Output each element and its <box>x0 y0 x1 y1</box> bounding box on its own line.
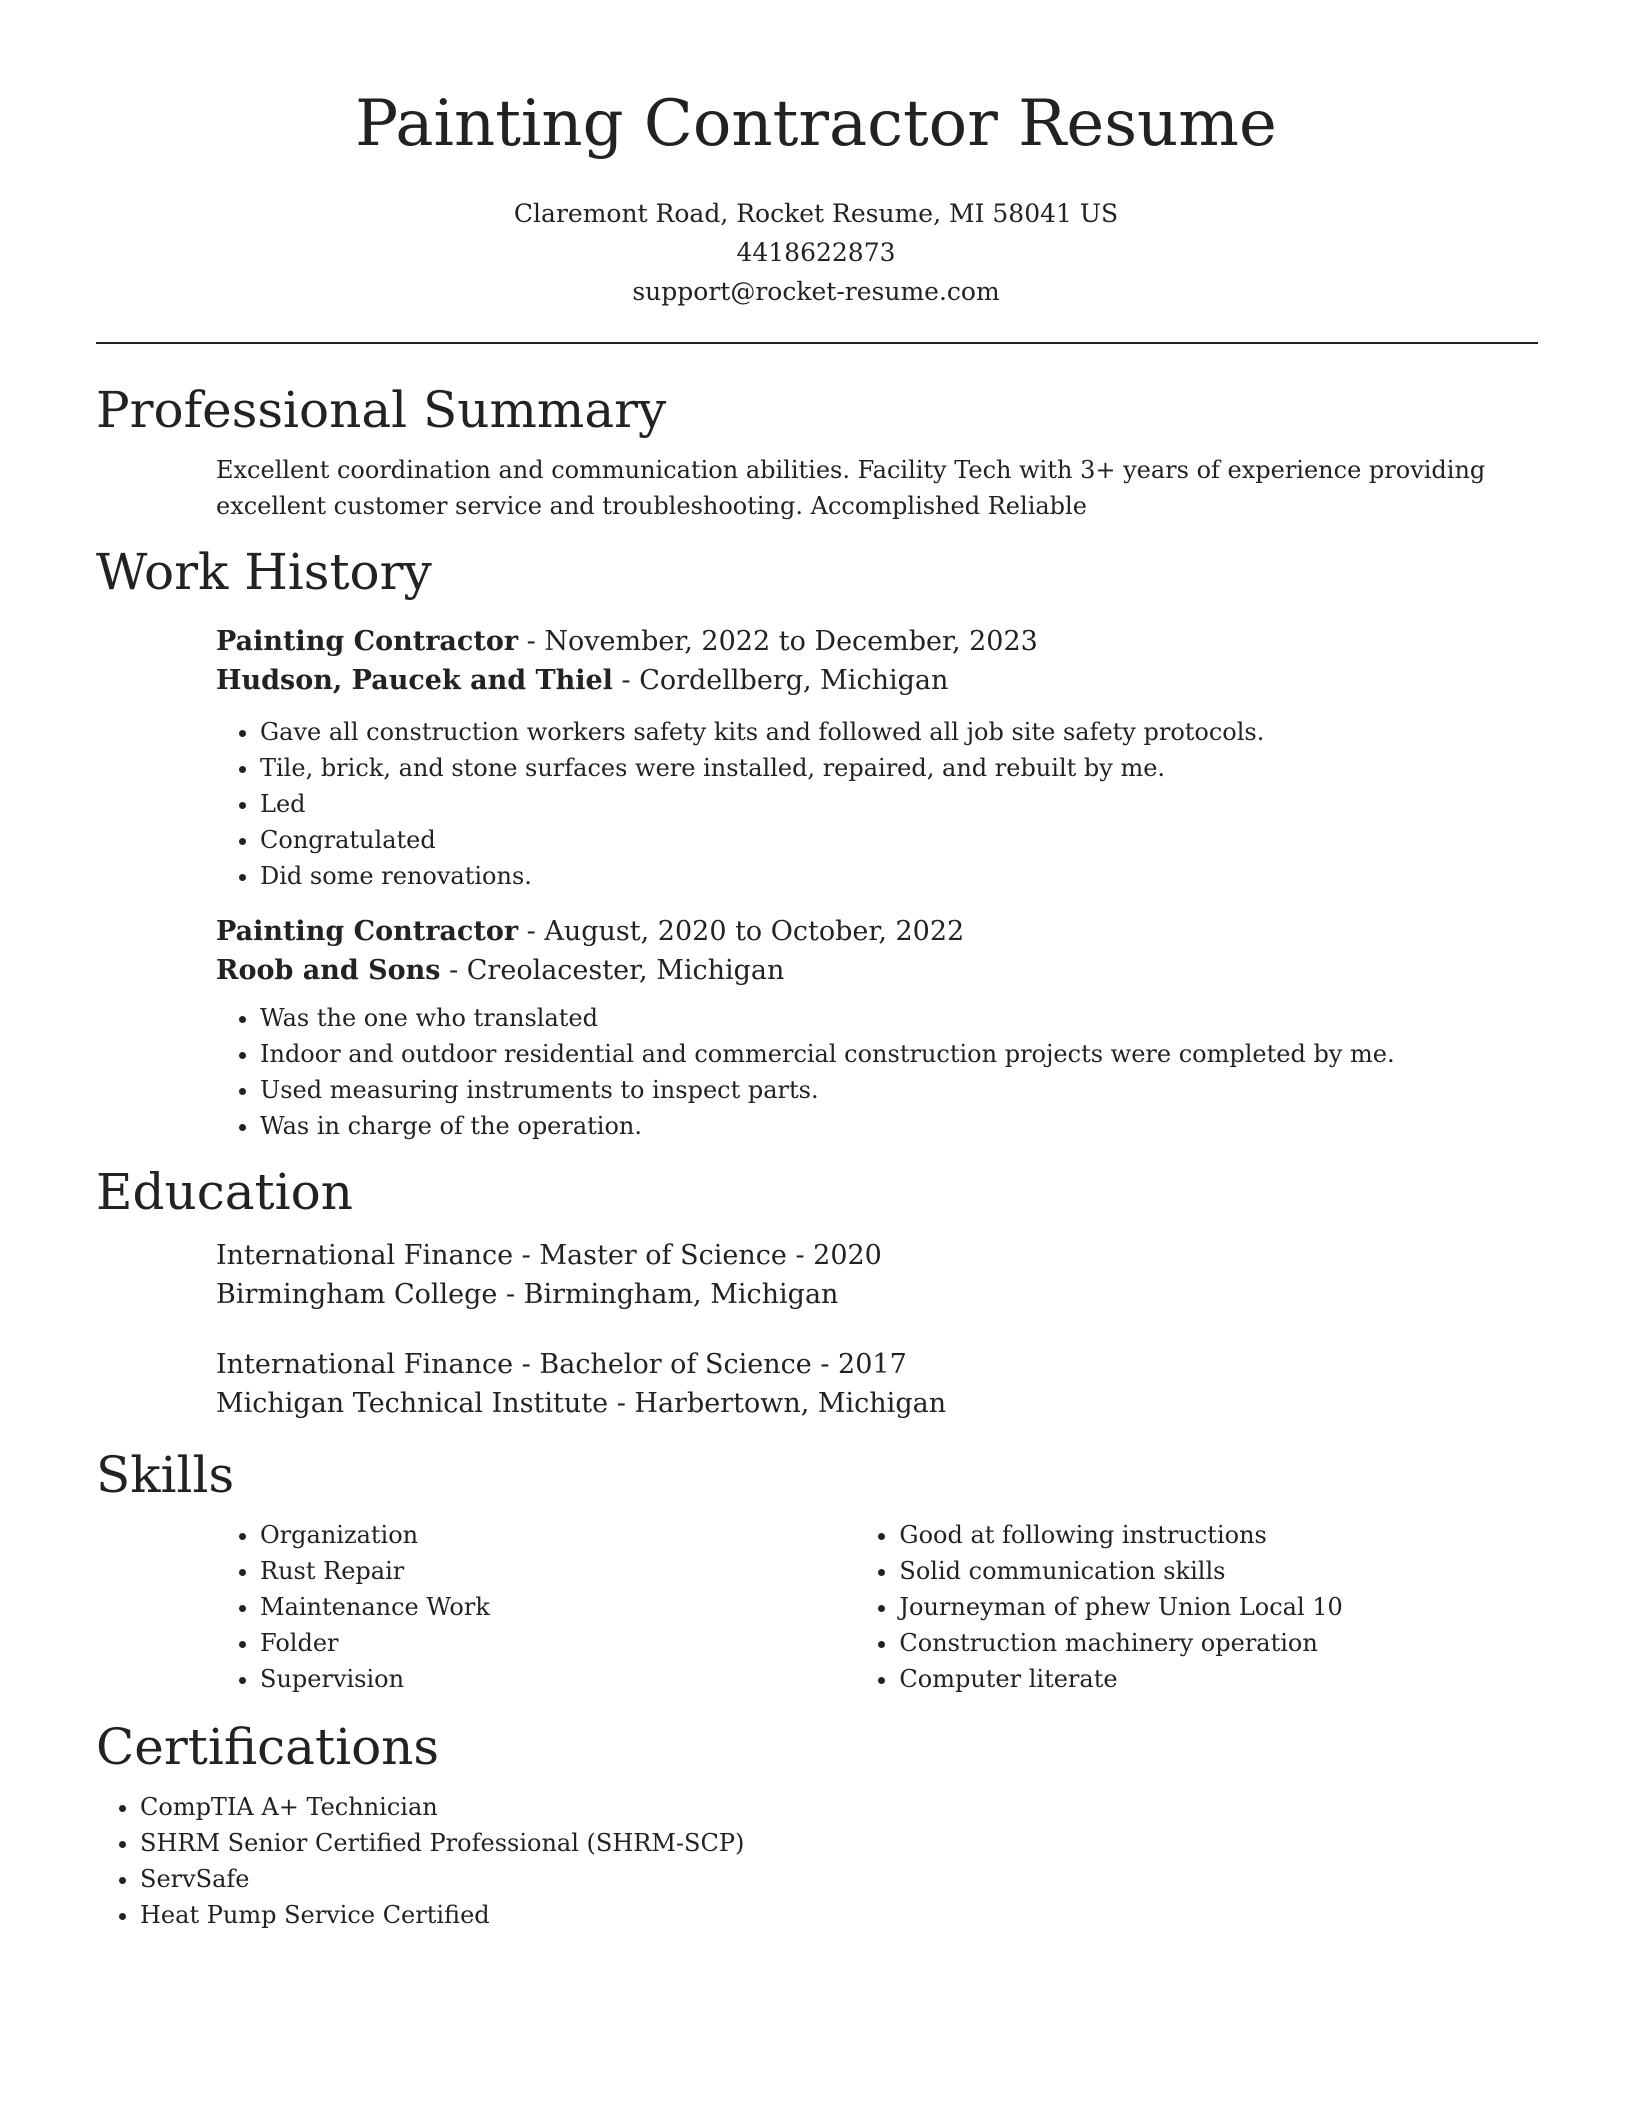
list-item: • Maintenance Work <box>260 1589 855 1625</box>
list-item: • Tile, brick, and stone surfaces were installed, repaired, and rebuilt by me. <box>260 750 1538 786</box>
education-degree: Master of Science <box>539 1240 787 1271</box>
certifications-list <box>96 1789 1538 1933</box>
resume-body <box>96 380 1538 1933</box>
job-role: Painting Contractor <box>216 626 519 657</box>
list-item: • ServSafe <box>140 1861 1538 1897</box>
list-item: • Indoor and outdoor residential and commercial construction projects were completed by me. <box>260 1036 1538 1072</box>
job-title-line <box>216 912 1538 951</box>
work-history-heading: Work History <box>96 543 432 601</box>
job-location: - Creolacester, Michigan <box>440 955 785 986</box>
education-year: - 2017 <box>811 1349 907 1380</box>
contact-info <box>0 194 1632 311</box>
education-school-line <box>216 1275 1538 1314</box>
phone: 4418622873 <box>736 238 896 267</box>
list-item: • Used measuring instruments to inspect parts. <box>260 1072 1538 1108</box>
education-degree-line: International Finance - Bachelor of Science - 2017 <box>216 1349 907 1380</box>
certifications-heading: Certifications <box>96 1718 440 1776</box>
job-company: Roob and Sons <box>216 955 441 986</box>
list-item: • Gave all construction workers safety kits and followed all job site safety protocols. <box>260 714 1538 750</box>
education-entry <box>216 1236 1538 1314</box>
education-field: International Finance <box>216 1240 514 1271</box>
list-item: • Computer literate <box>899 1661 1538 1697</box>
education-location: - Birmingham, Michigan <box>497 1279 839 1310</box>
email: support@rocket-resume.com <box>632 277 1000 306</box>
work-history-section <box>96 542 1538 1144</box>
education-section <box>96 1162 1538 1423</box>
skills-section <box>96 1445 1538 1697</box>
list-item: • Organization <box>260 1517 855 1553</box>
list-item: • Good at following instructions <box>899 1517 1538 1553</box>
header-divider <box>96 342 1538 344</box>
list-item: • Solid communication skills <box>899 1553 1538 1589</box>
resume-title: Painting Contractor Resume <box>355 87 1277 161</box>
summary-heading: Professional Summary <box>96 381 667 439</box>
list-item: • SHRM Senior Certified Professional (SHRM-SCP) <box>140 1825 1538 1861</box>
job-title-line <box>216 622 1538 661</box>
resume-header <box>0 0 1632 311</box>
list-item: • Folder <box>260 1625 855 1661</box>
education-entry <box>216 1345 1538 1423</box>
education-location: - Harbertown, Michigan <box>608 1388 947 1419</box>
list-item: • Led <box>260 786 1538 822</box>
list-item: • Heat Pump Service Certified <box>140 1897 1538 1933</box>
job-dates: - August, 2020 to October, 2022 <box>518 916 965 947</box>
job-bullets <box>216 714 1538 894</box>
list-item: • Did some renovations. <box>260 858 1538 894</box>
skills-columns <box>216 1517 1538 1697</box>
education-year: - 2020 <box>786 1240 882 1271</box>
education-school-line <box>216 1384 1538 1423</box>
job-company: Hudson, Paucek and Thiel <box>216 665 613 696</box>
job-location: - Cordellberg, Michigan <box>612 665 949 696</box>
job-company-line <box>216 661 1538 700</box>
education-school: Michigan Technical Institute <box>216 1388 609 1419</box>
skills-list-left <box>216 1517 855 1697</box>
job-entry <box>216 912 1538 1144</box>
job-company-line <box>216 951 1538 990</box>
certifications-section <box>96 1717 1538 1933</box>
job-entry <box>216 622 1538 894</box>
job-role: Painting Contractor <box>216 916 519 947</box>
list-item: • Was the one who translated <box>260 1000 1538 1036</box>
list-item: • Journeyman of phew Union Local 10 <box>899 1589 1538 1625</box>
education-heading: Education <box>96 1163 353 1221</box>
skills-list-right <box>855 1517 1538 1697</box>
job-bullets <box>216 1000 1538 1144</box>
list-item: • CompTIA A+ Technician <box>140 1789 1538 1825</box>
education-degree-line: International Finance - Master of Science - 2020 <box>216 1240 882 1271</box>
list-item: • Rust Repair <box>260 1553 855 1589</box>
education-field: International Finance <box>216 1349 514 1380</box>
education-school: Birmingham College <box>216 1279 498 1310</box>
list-item: • Was in charge of the operation. <box>260 1108 1538 1144</box>
list-item: • Construction machinery operation <box>899 1625 1538 1661</box>
education-degree: Bachelor of Science <box>539 1349 812 1380</box>
skills-heading: Skills <box>96 1446 235 1504</box>
summary-section <box>96 380 1538 524</box>
summary-text: Excellent coordination and communication abilities. Facility Tech with 3+ years of experience providing excellent customer service and troubleshooting. Accomplished Reliable <box>216 456 1486 520</box>
address: Claremont Road, Rocket Resume, MI 58041 US <box>513 199 1119 228</box>
list-item: • Supervision <box>260 1661 855 1697</box>
job-dates: - November, 2022 to December, 2023 <box>518 626 1038 657</box>
list-item: • Congratulated <box>260 822 1538 858</box>
